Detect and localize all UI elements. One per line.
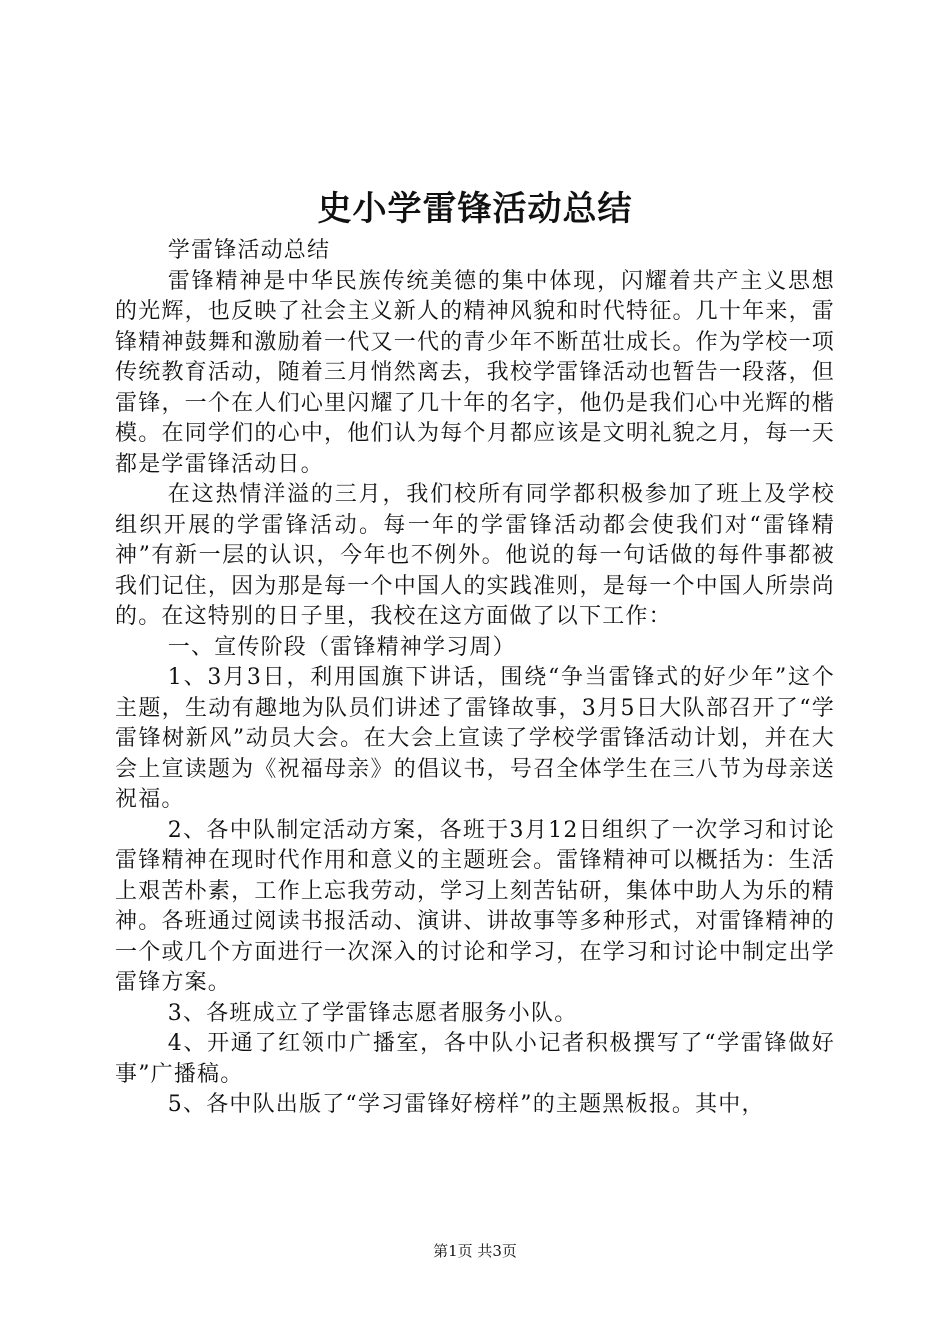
list-item-paragraph: 4、开通了红领巾广播室，各中队小记者积极撰写了“学雷锋做好事”广播稿。 bbox=[115, 1031, 835, 1087]
body-paragraph: 在这热情洋溢的三月，我们校所有同学都积极参加了班上及学校组织开展的学雷锋活动。每一年的学雷锋活动都会使我们对“雷锋精神”有新一层的认识，今年也不例外。他说的每一句话做的每件事都被我们记住，因为那是每一个中国人的实践准则，是每一个中国人所崇尚的。在这特别的日子里，我校在这方面做了以下工作： bbox=[115, 482, 835, 629]
body-paragraph: 雷锋精神是中华民族传统美德的集中体现，闪耀着共产主义思想的光辉，也反映了社会主义新人的精神风貌和时代特征。几十年来，雷锋精神鼓舞和激励着一代又一代的青少年不断茁壮成长。作为学校一项传统教育活动，随着三月悄然离去，我校学雷锋活动也暂告一段落，但雷锋，一个在人们心里闪耀了几十年的名字，他仍是我们心中光辉的楷模。在同学们的心中，他们认为每个月都应该是文明礼貌之月，每一天都是学雷锋活动日。 bbox=[115, 268, 835, 477]
document-body bbox=[115, 236, 835, 1121]
list-item-paragraph: 2、各中队制定活动方案，各班于3月12日组织了一次学习和讨论雷锋精神在现时代作用和意义的主题班会。雷锋精神可以概括为：生活上艰苦朴素，工作上忘我劳动，学习上刻苦钻研，集体中助人为乐的精神。各班通过阅读书报活动、演讲、讲故事等多种形式，对雷锋精神的一个或几个方面进行一次深入的讨论和学习，在学习和讨论中制定出学雷锋方案。 bbox=[115, 817, 835, 995]
list-item-paragraph: 3、各班成立了学雷锋志愿者服务小队。 bbox=[167, 1000, 578, 1026]
list-item-paragraph: 1、3月3日，利用国旗下讲话，围绕“争当雷锋式的好少年”这个主题，生动有趣地为队员们讲述了雷锋故事，3月5日大队部召开了“学雷锋树新风”动员大会。在大会上宣读了学校学雷锋活动计划，并在大会上宣读题为《祝福母亲》的倡议书，号召全体学生在三八节为母亲送祝福。 bbox=[115, 665, 835, 812]
document-title: 史小学雷锋活动总结 bbox=[317, 189, 633, 229]
page-number-footer: 第1页 共3页 bbox=[433, 1242, 517, 1260]
section-heading: 一、宣传阶段（雷锋精神学习周） bbox=[167, 634, 516, 660]
list-item-paragraph: 5、各中队出版了“学习雷锋好榜样”的主题黑板报。其中， bbox=[167, 1092, 765, 1117]
subtitle-paragraph: 学雷锋活动总结 bbox=[167, 238, 331, 263]
